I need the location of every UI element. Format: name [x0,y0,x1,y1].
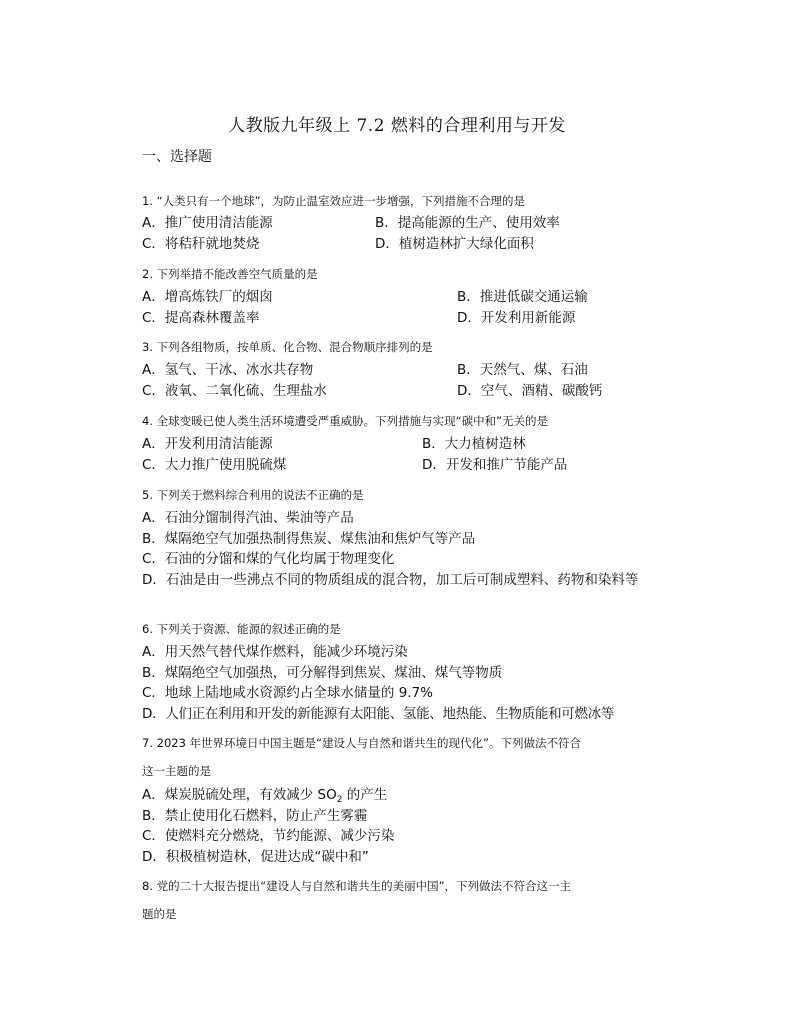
question-4-option-d: D．开发和推广节能产品 [422,456,568,473]
question-1-option-b: B．提高能源的生产、使用效率 [375,215,560,231]
question-1-option-d: D．植树造林扩大绿化面积 [375,235,534,252]
question-3-option-b: B．天然气、煤、石油 [457,362,588,378]
question-5-stem: 5. 下列关于燃料综合利用的说法不正确的是 [142,488,364,502]
question-6-stem: 6. 下列关于资源、能源的叙述正确的是 [142,622,341,636]
question-8-stem-line1: 8. 党的二十大报告提出“建设人与自然和谐共生的美丽中国”，下列做法不符合这一主 [142,879,572,893]
question-7-option-a-subscript: 2 [336,795,343,805]
question-5-option-a: A．石油分馏制得汽油、柴油等产品 [142,510,354,526]
question-4-option-b: B．大力植树造林 [422,436,526,452]
question-2-option-b: B．推进低碳交通运输 [457,289,588,305]
question-7-option-d: D．积极植树造林，促进达成“碳中和” [142,848,369,865]
question-1-stem: 1. “人类只有一个地球”，为防止温室效应进一步增强，下列措施不合理的是 [142,194,526,208]
question-7-stem-line1: 7. 2023 年世界环境日中国主题是“建设人与自然和谐共生的现代化”。下列做法不符合 [142,736,581,750]
question-2-option-a: A．增高炼铁厂的烟囱 [142,289,273,305]
question-5-option-b: B．煤隔绝空气加强热制得焦炭、煤焦油和焦炉气等产品 [142,530,476,547]
question-1 [142,191,712,254]
question-4-stem: 4. 全球变暖已使人类生活环境遭受严重威胁。下列措施与实现“碳中和”无关的是 [142,414,549,428]
question-5 [142,485,712,590]
question-2 [142,264,712,328]
question-4 [142,411,712,475]
question-3-stem: 3. 下列各组物质，按单质、化合物、混合物顺序排列的是 [142,340,433,354]
question-6-option-a: A．用天然气替代煤作燃料，能减少环境污染 [142,644,408,660]
question-6-option-d: D．人们正在利用和开发的新能源有太阳能、氢能、地热能、生物质能和可燃冰等 [142,705,615,722]
question-7-stem-line2: 这一主题的是 [142,764,211,778]
question-7-option-a [142,785,712,806]
question-8-stem-line2: 题的是 [142,907,177,921]
question-7-option-c: C．使燃料充分燃烧，节约能源、减少污染 [142,828,395,844]
question-5-option-d: D．石油是由一些沸点不同的物质组成的混合物，加工后可制成塑料、药物和染料等 [142,571,639,588]
question-2-option-d: D．开发利用新能源 [457,309,576,326]
question-4-option-c: C．大力推广使用脱硫煤 [142,456,287,473]
question-3-option-a: A．氢气、干冰、冰水共存物 [142,362,314,378]
page-title: 人教版九年级上 7.2 燃料的合理利用与开发 [228,116,566,136]
section-heading: 一、选择题 [142,149,212,165]
question-6-option-b: B．煤隔绝空气加强热，可分解得到焦炭、煤油、煤气等物质 [142,664,503,681]
question-7-option-a-text: A．煤炭脱硫处理，有效减少 SO [142,787,337,803]
question-6-option-c: C．地球上陆地咸水资源约占全球水储量的 9.7% [142,685,434,701]
question-6 [142,619,712,724]
question-2-option-c: C．提高森林覆盖率 [142,309,260,326]
question-2-stem: 2. 下列举措不能改善空气质量的是 [142,267,318,281]
question-3 [142,337,712,401]
question-3-option-d: D．空气、酒精、碳酸钙 [457,382,603,399]
question-3-option-c: C．液氧、二氧化硫、生理盐水 [142,382,327,399]
question-5-option-c: C．石油的分馏和煤的气化均属于物理变化 [142,551,395,567]
question-7-option-a-tail: 的产生 [342,787,388,803]
question-1-option-c: C．将秸秆就地焚烧 [142,235,260,252]
question-7-option-b: B．禁止使用化石燃料，防止产生雾霾 [142,807,368,824]
question-1-option-a: A．推广使用清洁能源 [142,215,273,231]
question-8 [142,876,712,924]
question-7 [142,733,712,867]
question-4-option-a: A．开发利用清洁能源 [142,436,273,452]
